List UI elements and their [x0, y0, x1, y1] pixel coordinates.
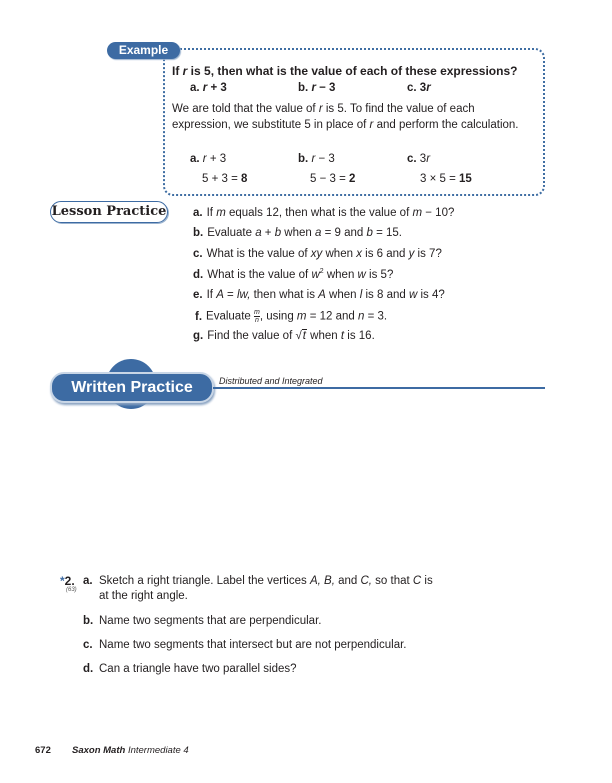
solution-a: 5 + 3 = 8 — [202, 173, 248, 185]
lesson-practice-item-g: g. Find the value of √t when t is 16. — [193, 330, 375, 342]
question-part-d: d. Can a triangle have two parallel sides? — [83, 663, 297, 675]
example-question: If r is 5, then what is the value of each of these expressions? — [172, 64, 518, 78]
lesson-reference: (63) — [66, 587, 77, 593]
page-number: 672 — [35, 745, 51, 756]
question-part-a: a. Sketch a right triangle. Label the vertices A, B, and C, so that C is at the right angle. — [83, 575, 433, 602]
expression-a: a. r + 3 — [190, 82, 227, 94]
solution-b: 5 − 3 = 2 — [310, 173, 356, 185]
lesson-practice-item-f: f. Evaluate $\frac{m}{n}$ , using m = 12 and n = 3. — [195, 309, 388, 324]
question-number: *2. — [60, 574, 75, 588]
expression-c: c. 3r — [407, 82, 431, 94]
solution-c: 3 × 5 = 15 — [420, 173, 472, 185]
example-badge: Example — [107, 42, 180, 59]
written-practice-badge: Written Practice — [50, 372, 214, 403]
example-explanation: We are told that the value of r is 5. To find the value of each expression, we substitute 5 in place of r and perform the calculation. — [172, 103, 519, 131]
expression-b: b. r − 3 — [298, 82, 336, 94]
lesson-practice-item-b: b. Evaluate a + b when a = 9 and b = 15. — [193, 227, 402, 239]
lesson-practice-item-c: c. What is the value of xy when x is 6 and y is 7? — [193, 248, 442, 260]
lesson-practice-item-e: e. If A = lw, then what is A when l is 8 and w is 4? — [193, 289, 445, 301]
lesson-practice-item-a: a. If m equals 12, then what is the value of m − 10? — [193, 207, 455, 219]
question-part-b: b. Name two segments that are perpendicular. — [83, 615, 322, 627]
question-part-c: c. Name two segments that intersect but are not perpendicular. — [83, 639, 407, 651]
fraction-m-over-n: $\frac{m}{n}$ — [253, 309, 260, 324]
book-title: Saxon Math Intermediate 4 — [72, 745, 189, 756]
written-practice-subtitle: Distributed and Integrated — [219, 376, 323, 386]
section-divider-line — [213, 387, 545, 389]
lesson-practice-badge: Lesson Practice — [50, 201, 168, 223]
square-root-icon: √t — [295, 330, 306, 342]
lesson-practice-item-d: d. What is the value of $w^2$ when w is 5? — [193, 268, 394, 281]
